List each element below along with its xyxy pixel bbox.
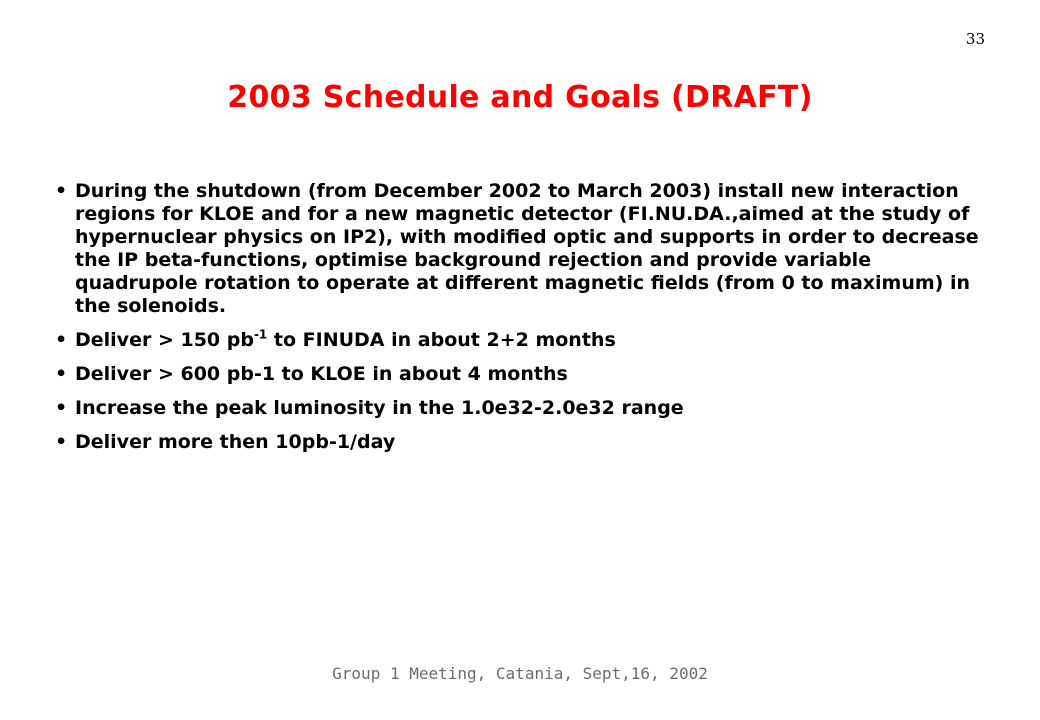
bullet-icon: •	[55, 397, 68, 419]
bullet-item-kloe	[55, 363, 990, 386]
footer-text: Group 1 Meeting, Catania, Sept,16, 2002	[332, 664, 708, 683]
bullet-text-after: to FINUDA in about 2+2 months	[267, 329, 616, 351]
bullet-text: Increase the peak luminosity in the 1.0e32-2.0e32 range	[75, 397, 684, 419]
bullet-item-finuda	[55, 329, 990, 352]
bullet-icon: •	[55, 329, 68, 351]
bullet-icon: •	[55, 363, 68, 385]
bullet-text: During the shutdown (from December 2002 to March 2003) install new interaction regions for KLOE and for a new magnetic detector (FI.NU.DA.,aimed at the study of hypernuclear physics on IP2), with modified optic and supports in order to decrease the IP beta-functions, optimise background rejection and provide variable quadrupole rotation to operate at different magnetic fields (from 0 to maximum) in the solenoids.	[75, 180, 979, 317]
bullet-item-luminosity	[55, 397, 990, 420]
bullet-item-daily	[55, 431, 990, 454]
bullet-text: Deliver > 600 pb-1 to KLOE in about 4 months	[75, 363, 568, 385]
bullet-superscript: -1	[253, 327, 268, 342]
bullet-icon: •	[55, 431, 68, 453]
bullet-text: Deliver more then 10pb-1/day	[75, 431, 396, 453]
bullet-text: Deliver > 150 pb	[75, 329, 254, 351]
bullet-list	[55, 180, 990, 465]
page-number: 33	[965, 30, 985, 48]
slide-title: 2003 Schedule and Goals (DRAFT)	[227, 80, 813, 115]
bullet-icon: •	[55, 180, 68, 202]
bullet-item-shutdown	[55, 180, 990, 318]
